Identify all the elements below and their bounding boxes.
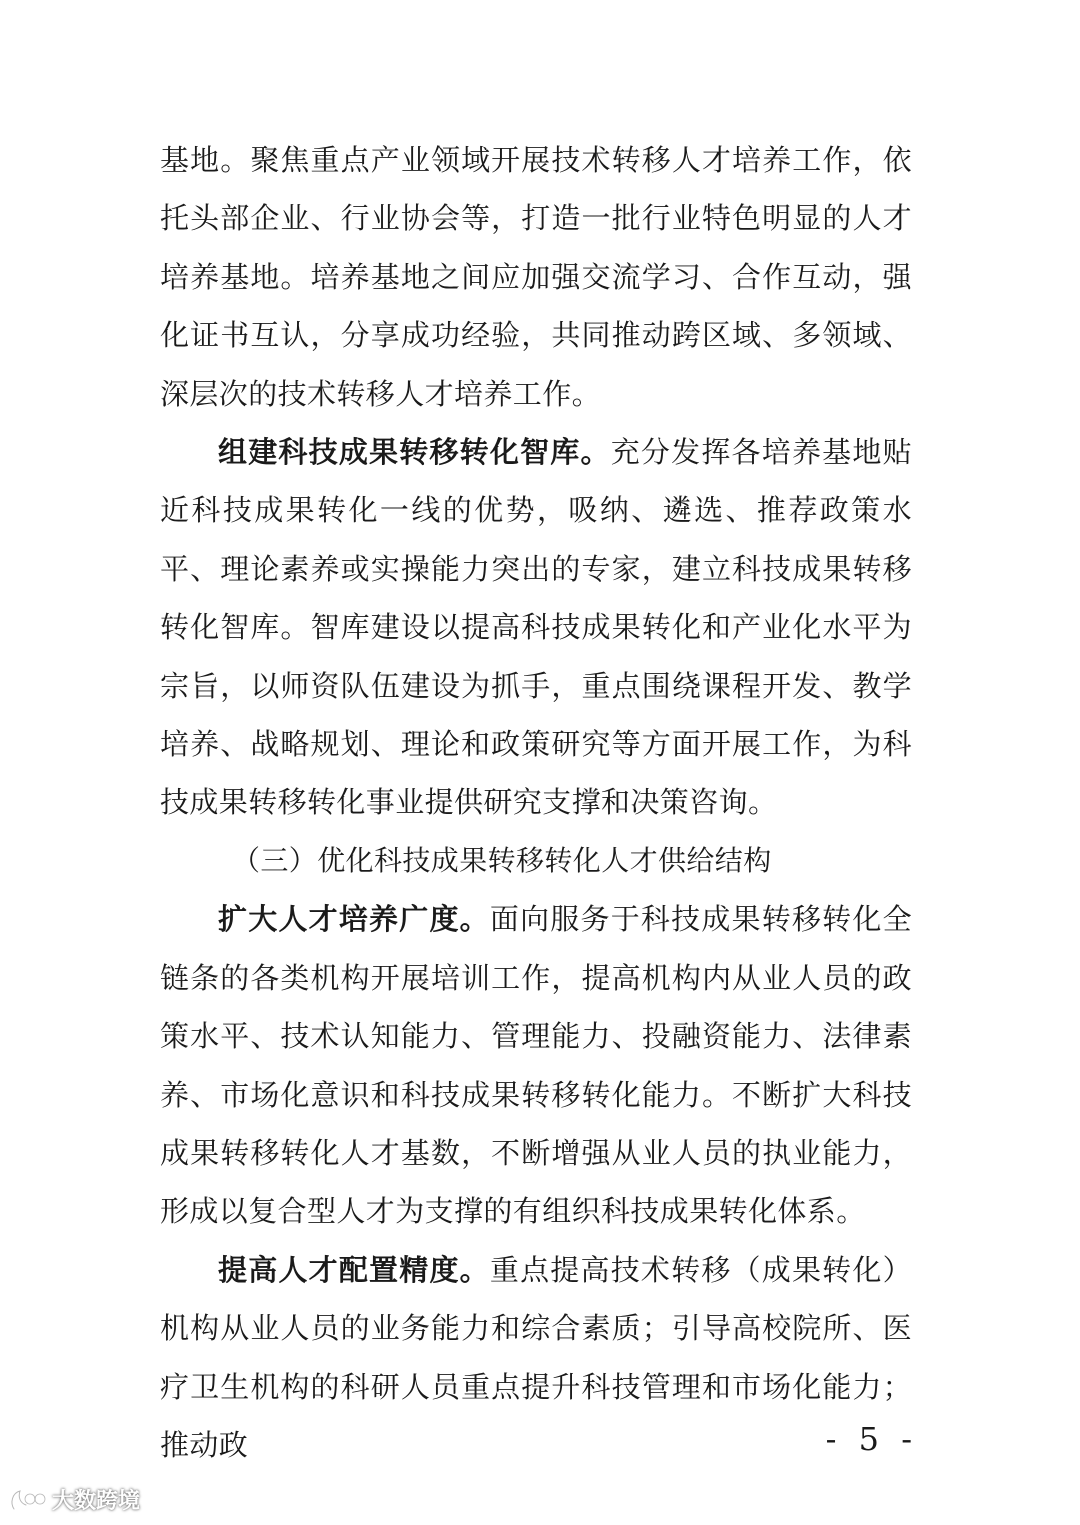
page-number: - 5 - bbox=[825, 1420, 918, 1458]
body-text bbox=[160, 131, 912, 1474]
logo-icon bbox=[8, 1485, 46, 1515]
paragraph-lead: 扩大人才培养广度。 bbox=[218, 902, 490, 937]
paragraph-text: 重点提高技术转移（成果转化）机构从业人员的业务能力和综合素质；引导高校院所、医疗卫生机构的科研人员重点提升科技管理和市场化能力；推动政 bbox=[160, 1252, 912, 1462]
paragraph-text: 充分发挥各培养基地贴近科技成果转化一线的优势，吸纳、遴选、推荐政策水平、理论素养或实操能力突出的专家，建立科技成果转移转化智库。智库建设以提高科技成果转化和产业化水平为宗旨，以师资队伍建设为抓手，重点围绕课程开发、教学培养、战略规划、理论和政策研究等方面开展工作，为科技成果转移转化事业提供研究支撑和决策咨询。 bbox=[160, 435, 912, 820]
paragraph-continued bbox=[160, 131, 912, 423]
paragraph-text: 面向服务于科技成果转移转化全链条的各类机构开展培训工作，提高机构内从业人员的政策水平、技术认知能力、管理能力、投融资能力、法律素养、市场化意识和科技成果转移转化能力。不断扩大科技成果转移转化人才基数，不断增强从业人员的执业能力，形成以复合型人才为支撑的有组织科技成果转化体系。 bbox=[160, 902, 912, 1229]
paragraph-lead: 提高人才配置精度。 bbox=[218, 1252, 490, 1287]
paragraph-text: 基地。聚焦重点产业领域开展技术转移人才培养工作，依托头部企业、行业协会等，打造一批行业特色明显的人才培养基地。培养基地之间应加强交流学习、合作互动，强化证书互认，分享成功经验，共同推动跨区域、多领域、深层次的技术转移人才培养工作。 bbox=[160, 143, 912, 411]
paragraph-breadth bbox=[160, 890, 912, 1240]
watermark bbox=[8, 1484, 140, 1515]
watermark-text: 大数跨境 bbox=[52, 1489, 141, 1514]
section-heading: （三）优化科技成果转移转化人才供给结构 bbox=[232, 843, 772, 877]
paragraph-think-tank bbox=[160, 423, 912, 832]
paragraph-precision bbox=[160, 1241, 912, 1475]
paragraph-lead: 组建科技成果转移转化智库。 bbox=[218, 435, 611, 470]
